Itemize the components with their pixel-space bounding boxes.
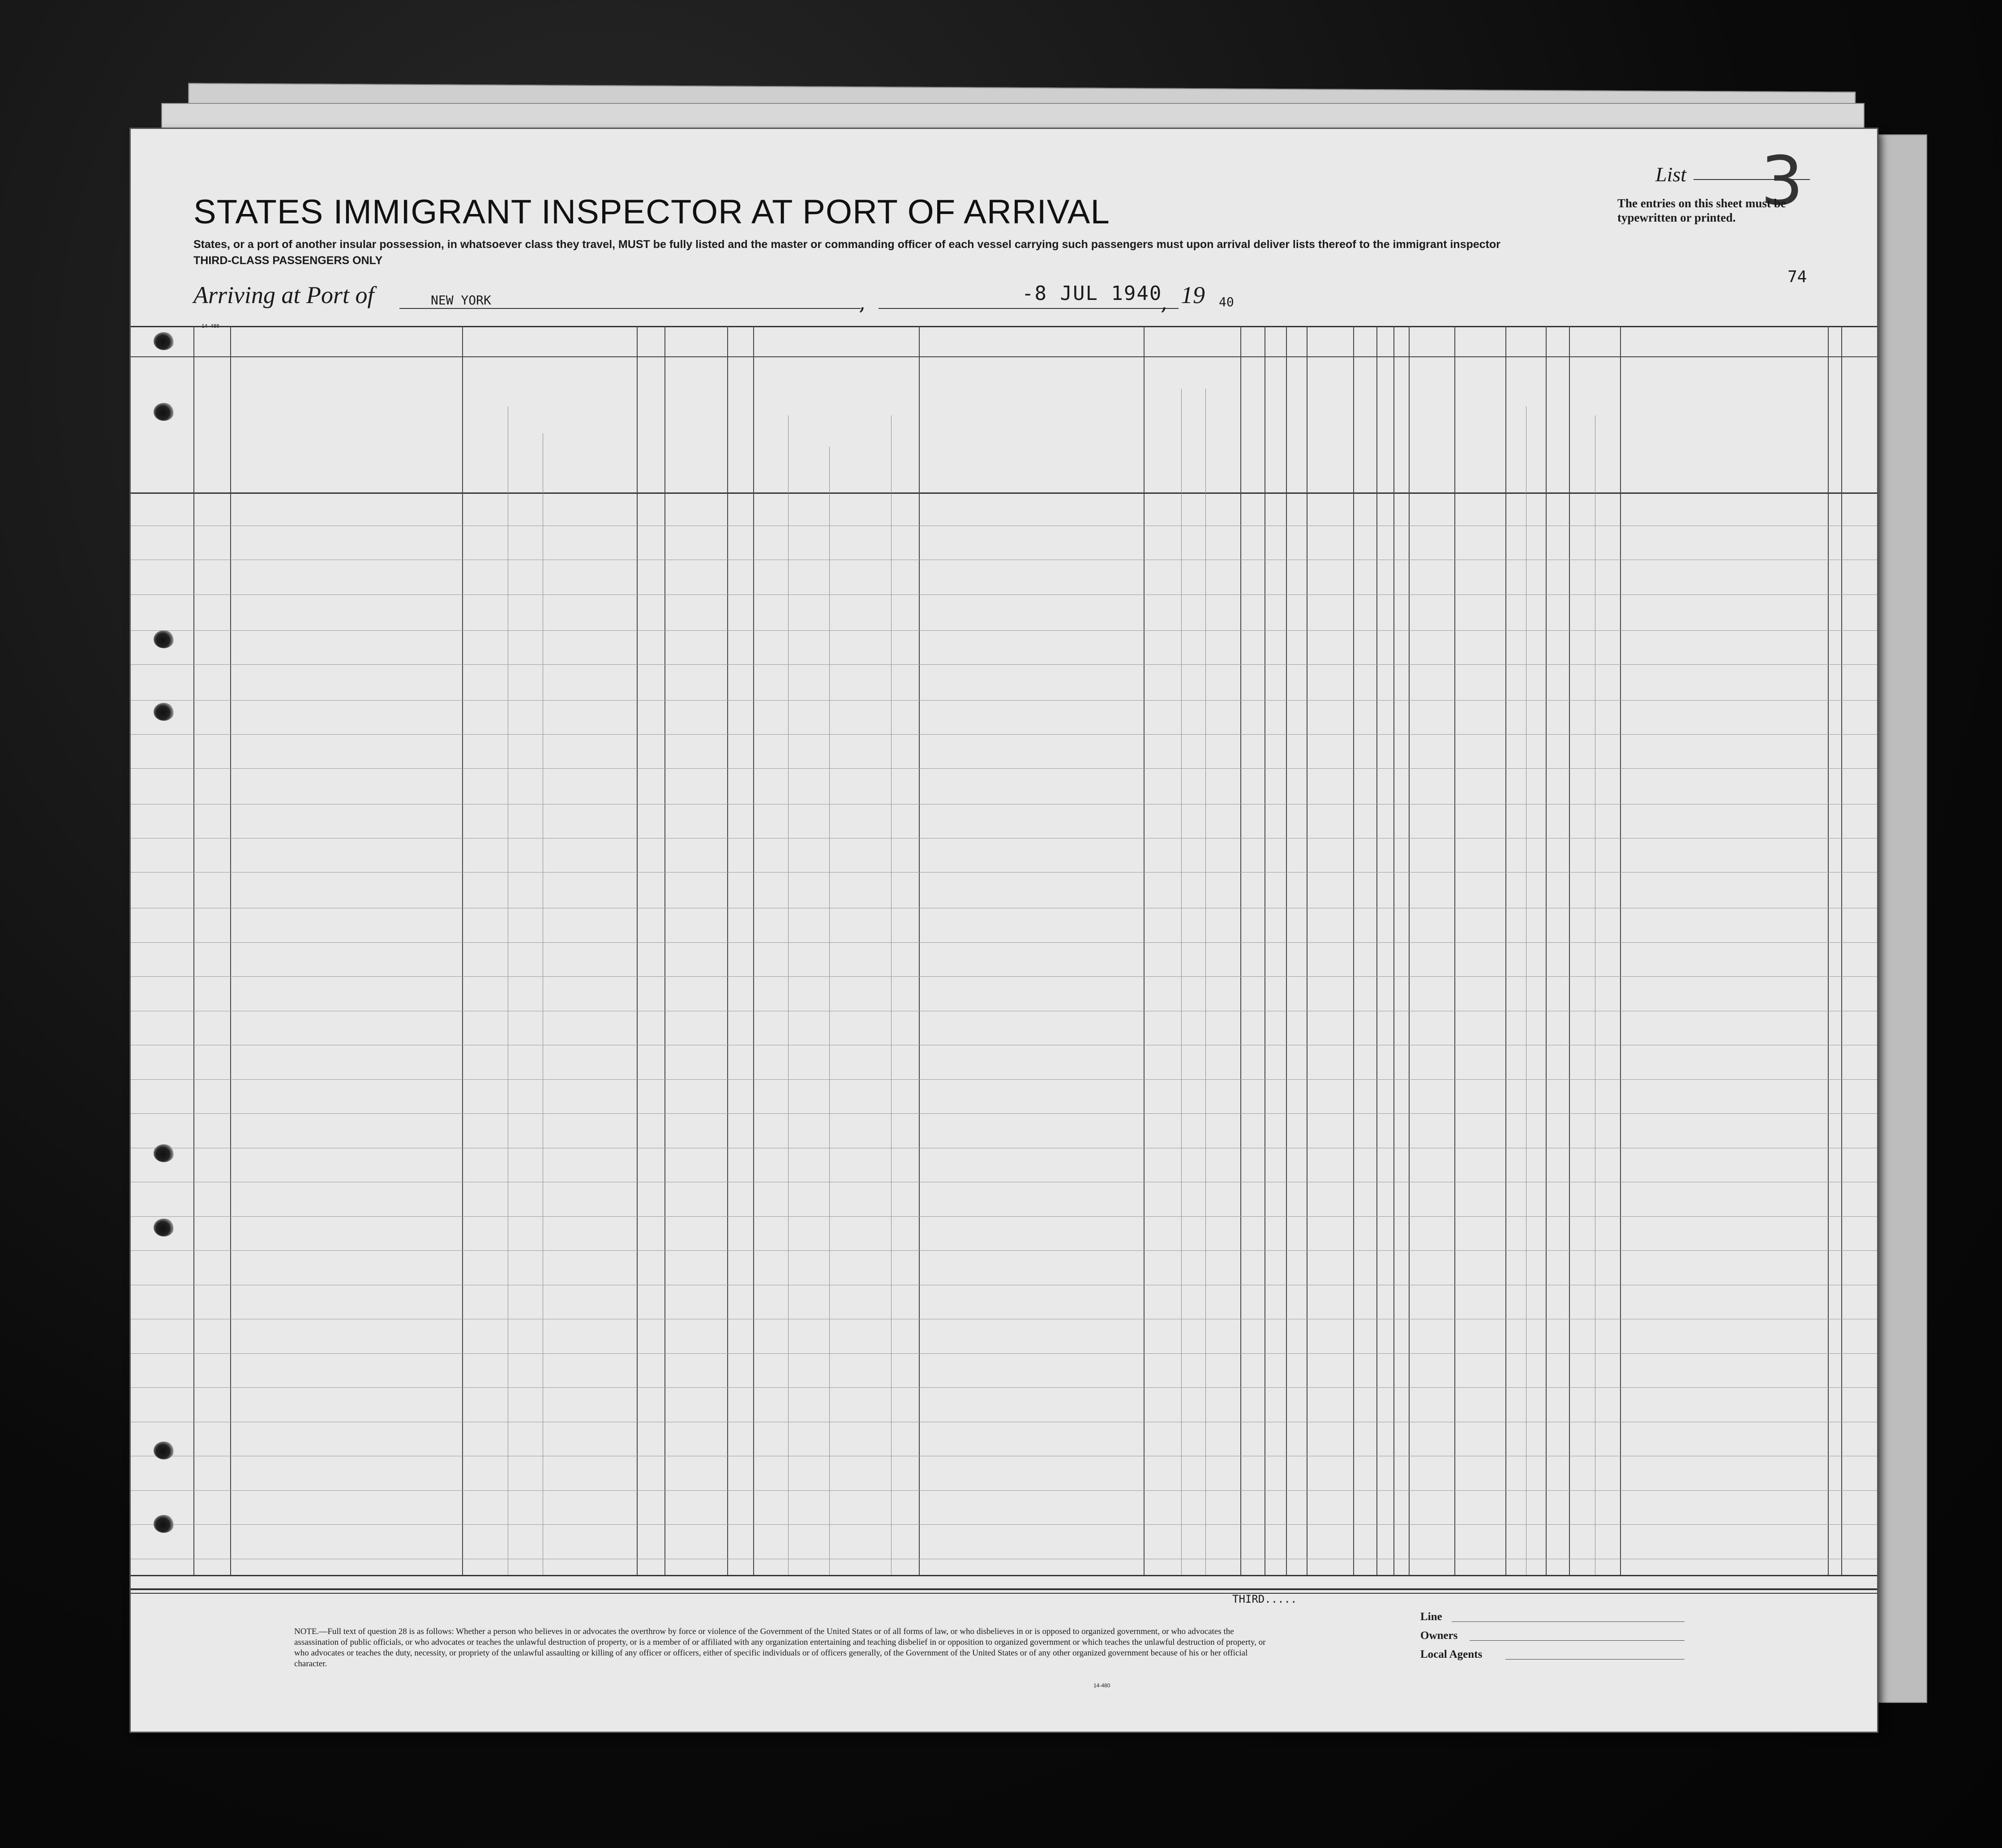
row-rule — [131, 734, 1877, 735]
header-28 — [1315, 362, 1350, 487]
arriving-label: Arriving at Port of — [193, 282, 374, 308]
year-prefix: 19 — [1181, 282, 1205, 308]
header-30 — [1380, 362, 1393, 487]
header-27 — [1290, 362, 1304, 487]
row-rule — [131, 1387, 1877, 1388]
row-rule — [131, 768, 1877, 769]
row-rule — [131, 1216, 1877, 1217]
header-inches — [1530, 442, 1543, 483]
footer-form-code: 14-480 — [1093, 1682, 1110, 1689]
row-rule — [131, 1113, 1877, 1114]
binder-hole — [154, 1442, 174, 1459]
page-title: STATES IMMIGRANT INSPECTOR AT PORT OF ARRIVAL — [193, 193, 1110, 231]
table-bottom-rule — [131, 1575, 1877, 1576]
class-stamp: THIRD..... — [1232, 1593, 1297, 1605]
binder-hole — [154, 1219, 174, 1236]
row-rule — [131, 700, 1877, 701]
binder-hole — [154, 1515, 174, 1533]
year-suffix: 40 — [1219, 295, 1234, 309]
owners-field — [1470, 1640, 1685, 1641]
footer-rule — [131, 1588, 1877, 1590]
header-ticket — [641, 362, 659, 487]
binder-hole — [154, 703, 174, 721]
manifest-page — [131, 129, 1877, 1732]
subcolumn-rule — [1181, 389, 1182, 1575]
question-28-note: NOTE.—Full text of question 28 is as follows: Whether a person who believes in or advocates the overthrow by force or violence of the Government of the United States or of all forms of law, or who disbelieves in or is opposed to organized government, or who advocates the assassination of public officials, or who advocates or teaches the unlawful destruction of property, or is a member of or affiliated with any organization entertaining and teaching disbelief in or opposition to organized government or which teaches the unlawful destruction of property, or who advocates or teaches the duty, necessity, or propriety of the unlawful assaulting or killing of any officer or officers, either of specific individuals or of officers generally, of the Government of the United States or of any other organized government because of his or her official character. — [294, 1627, 1266, 1668]
header-money — [732, 362, 750, 487]
subcolumn-rule — [891, 415, 892, 1575]
instruction-text: States, or a port of another insular possession, in whatsoever class they travel, MUST be fully listed and the master or commanding officer of each vessel carrying such passengers must upon arrival deliver lists thereof to the immigrant inspector — [193, 238, 1500, 251]
row-rule — [131, 976, 1877, 977]
binder-hole — [154, 332, 174, 350]
number-row-rule — [131, 356, 1877, 357]
header-29 — [1358, 362, 1376, 487]
header-24b — [1186, 393, 1202, 487]
row-rule — [131, 1524, 1877, 1525]
list-label: List — [1655, 163, 1687, 186]
row-rule — [131, 1490, 1877, 1491]
page-number: 74 — [1788, 268, 1807, 286]
line-label: Line — [1420, 1611, 1442, 1623]
comma: , — [1161, 290, 1168, 315]
binder-hole — [154, 403, 174, 421]
header-24c — [1212, 393, 1237, 487]
line-field — [1452, 1621, 1685, 1622]
list-number: 3 — [1761, 142, 1804, 220]
row-rule — [131, 1250, 1877, 1251]
port-underline — [399, 308, 861, 309]
row-rule — [131, 942, 1877, 943]
agents-field — [1505, 1659, 1685, 1660]
row-rule — [131, 872, 1877, 873]
binder-hole — [154, 630, 174, 648]
port-value: NEW YORK — [431, 293, 491, 308]
subcolumn-rule — [788, 415, 789, 1575]
binder-hole — [154, 1144, 174, 1162]
subcolumn-rule — [1205, 389, 1206, 1575]
date-underline — [879, 308, 1179, 309]
header-26 — [1269, 362, 1282, 487]
date-stamp: -8 JUL 1940 — [1022, 282, 1162, 305]
header-bottom-rule — [131, 492, 1877, 494]
owners-label: Owners — [1420, 1630, 1458, 1642]
footer-rule — [131, 1593, 1877, 1594]
row-rule — [131, 1353, 1877, 1354]
row-rule — [131, 1079, 1877, 1080]
header-31 — [1396, 362, 1409, 487]
header-25 — [1245, 362, 1263, 487]
class-line: THIRD-CLASS PASSENGERS ONLY — [193, 254, 383, 267]
comma: , — [859, 290, 866, 315]
list-note: The entries on this sheet must be typewritten or printed. — [1617, 197, 1786, 224]
table-top-rule — [131, 326, 1877, 327]
row-rule — [131, 630, 1877, 631]
header-24a — [1150, 393, 1175, 487]
agents-label: Local Agents — [1420, 1648, 1483, 1660]
row-rule — [131, 664, 1877, 665]
